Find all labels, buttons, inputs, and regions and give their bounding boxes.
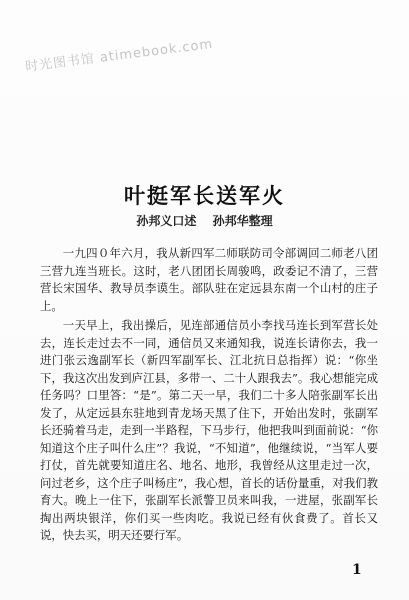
byline-recorder: 孙邦华整理 xyxy=(212,214,273,228)
paragraph-1: 一九四０年六月，我从新四军二师联防司令部调回二师老八团三营九连当班长。这时，老八团团长周骏鸣，政委记不清了，三营营长宋国华、教导员李谟生。部队驻在定远县东南一个山村的庄子上。 xyxy=(40,246,378,313)
paragraph-2: 一天早上，我出操后，见连部通信员小李找马连长到军营长处去，连长走过去不一同，通信员又来通知我，说连长请你去，我一进门张云逸副军长（新四军副军长、江北抗日总指挥）说：“你坐下，我这次出发到庐江县，多带一、二十人跟我去”。我心想能完成任务吗？口里答：“是”。第二天一早，我们二十多人陪张副军长出发了，从定远县东驻地到青龙场天黑了住下，开始出发时，张副军长还骑着马走，走到一半路程，下马步行，他把我叫到面前说：“你知道这个庄子叫什么庄”？我说，“不知道”，他继续说，“当军人要打仗，首先就要知道庄名、地名、地形，我曾经从这里走过一次，问过老乡，这个庄子叫杨庄”，我心想，首长的话份量重，对我们教育大。晚上一住下，张副军长派警卫员来叫我，一进屋，张副军长掏出两块银洋，你们买一些肉吃。我说已经有伙食费了。首长又说，快去买，明天还要行军。 xyxy=(40,318,378,542)
watermark: 时光图书馆 atimebook.com xyxy=(24,36,214,75)
byline-narrator: 孙邦义口述 xyxy=(136,214,197,228)
article-title: 叶挺军长送军火 xyxy=(124,183,285,208)
article-body xyxy=(40,245,378,547)
byline xyxy=(0,212,409,229)
page-number: 1 xyxy=(352,562,362,578)
